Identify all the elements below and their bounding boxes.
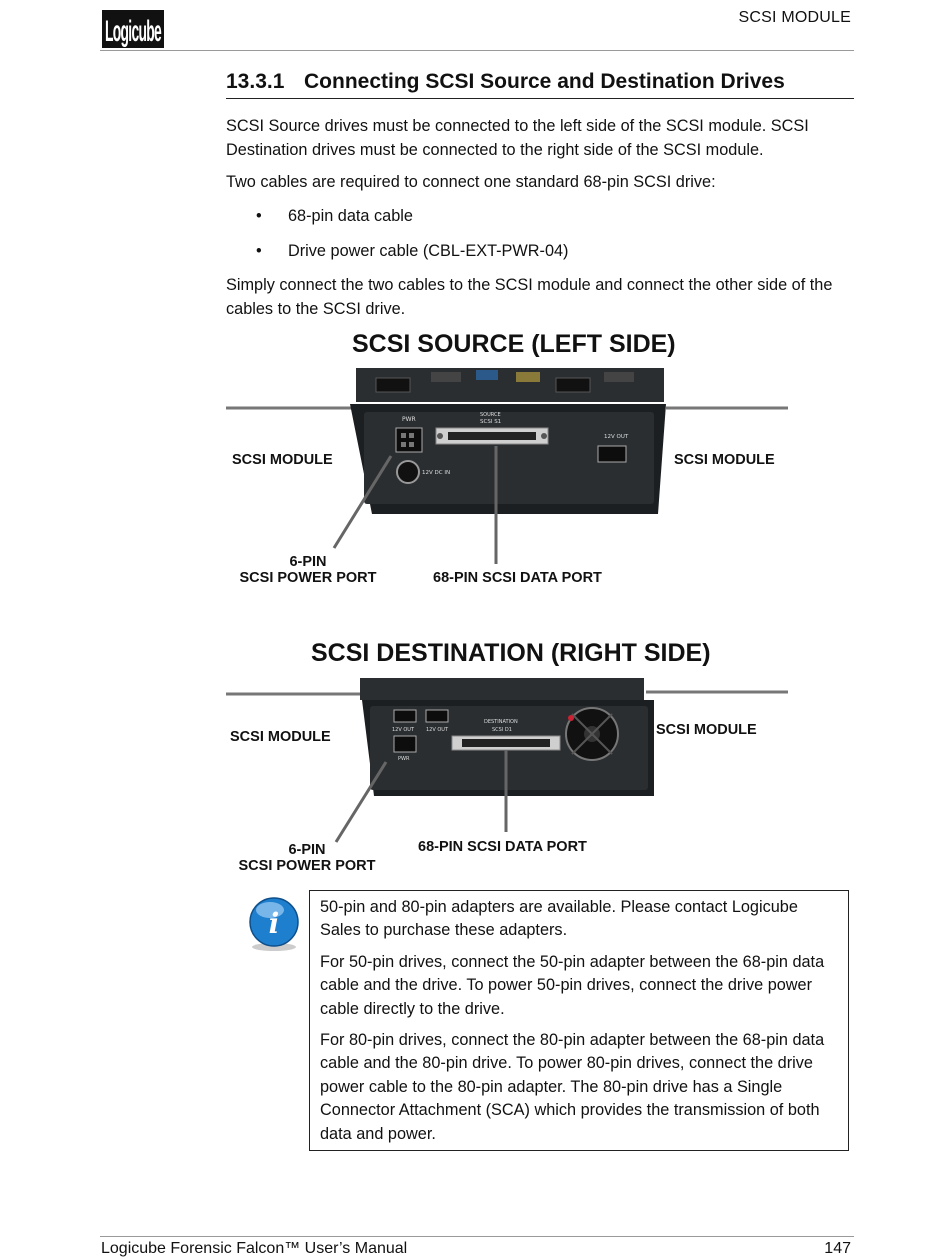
running-head: SCSI MODULE — [738, 9, 851, 26]
intro-paragraph: SCSI Source drives must be connected to the left side of the SCSI module. SCSI Destination drives must be connected to the right side of the SCSI module. — [226, 117, 809, 159]
destination-left-module-label: SCSI MODULE — [230, 729, 331, 745]
destination-power-port-label — [232, 842, 382, 874]
list-item-text: Drive power cable (CBL-EXT-PWR-04) — [288, 242, 569, 260]
page-number: 147 — [824, 1240, 851, 1257]
logicube-logo — [102, 8, 214, 50]
power-label-line2: SCSI POWER PORT — [238, 858, 376, 874]
power-label-line1: 6-PIN — [289, 554, 327, 570]
footer-rule — [100, 1236, 854, 1237]
list-item-text: 68-pin data cable — [288, 207, 413, 225]
bullet-icon: • — [256, 242, 262, 260]
device-destination-label: DESTINATION — [484, 719, 518, 725]
bullet-icon: • — [256, 207, 262, 225]
svg-text:i: i — [268, 907, 280, 940]
destination-data-port-label: 68-PIN SCSI DATA PORT — [418, 839, 587, 855]
source-left-module-label: SCSI MODULE — [232, 452, 333, 468]
list-item — [256, 205, 413, 228]
destination-right-module-label: SCSI MODULE — [656, 722, 757, 738]
connect-paragraph: Simply connect the two cables to the SCSI module and connect the other side of the cables to the SCSI drive. — [226, 276, 833, 318]
source-power-port-label — [233, 554, 383, 586]
note-paragraph: 50-pin and 80-pin adapters are available. Please contact Logicube Sales to purchase these adapters. — [320, 898, 798, 940]
device-source-label: SOURCE — [480, 412, 501, 418]
header-rule — [100, 50, 854, 51]
device-12v-out-a-label: 12V OUT — [392, 727, 415, 733]
cables-paragraph: Two cables are required to connect one standard 68-pin SCSI drive: — [226, 173, 716, 191]
logo-text-a: Logicube — [105, 15, 162, 48]
info-icon — [246, 895, 302, 953]
power-label-line1: 6-PIN — [288, 842, 326, 858]
source-figure-title: SCSI SOURCE (LEFT SIDE) — [352, 330, 676, 358]
device-pwr-label: PWR — [398, 756, 410, 762]
device-12v-dc-in-label: 12V DC IN — [422, 470, 451, 476]
source-data-port-label: 68-PIN SCSI DATA PORT — [433, 570, 602, 586]
section-heading — [226, 70, 854, 99]
footer-manual-title: Logicube Forensic Falcon™ User’s Manual — [101, 1240, 408, 1257]
list-item — [256, 240, 568, 263]
device-scsi-s1-label: SCSI S1 — [480, 419, 502, 425]
section-number: 13.3.1 — [226, 70, 285, 93]
device-12v-out-b-label: 12V OUT — [426, 727, 449, 733]
note-paragraph: For 80-pin drives, connect the 80-pin adapter between the 68-pin data cable and the 80-pin drive. To power 80-pin drives, connect the drive power cable to the 80-pin adapter. The 80-pin drive has a Single Connector Attachment (SCA) which provides the transmission of both data and power. — [320, 1031, 825, 1143]
device-pwr-label: PWR — [402, 416, 416, 423]
device-12v-out-label: 12V OUT — [604, 434, 629, 440]
device-scsi-d1-label: SCSI D1 — [492, 727, 512, 733]
note-paragraph: For 50-pin drives, connect the 50-pin adapter between the 68-pin data cable and the drive. To power 50-pin drives, connect the drive power cable directly to the drive. — [320, 952, 825, 1018]
note-box — [309, 890, 849, 1151]
section-title: Connecting SCSI Source and Destination Drives — [304, 70, 785, 93]
source-right-module-label: SCSI MODULE — [674, 452, 775, 468]
destination-figure-title: SCSI DESTINATION (RIGHT SIDE) — [311, 639, 711, 667]
power-label-line2: SCSI POWER PORT — [239, 570, 377, 586]
